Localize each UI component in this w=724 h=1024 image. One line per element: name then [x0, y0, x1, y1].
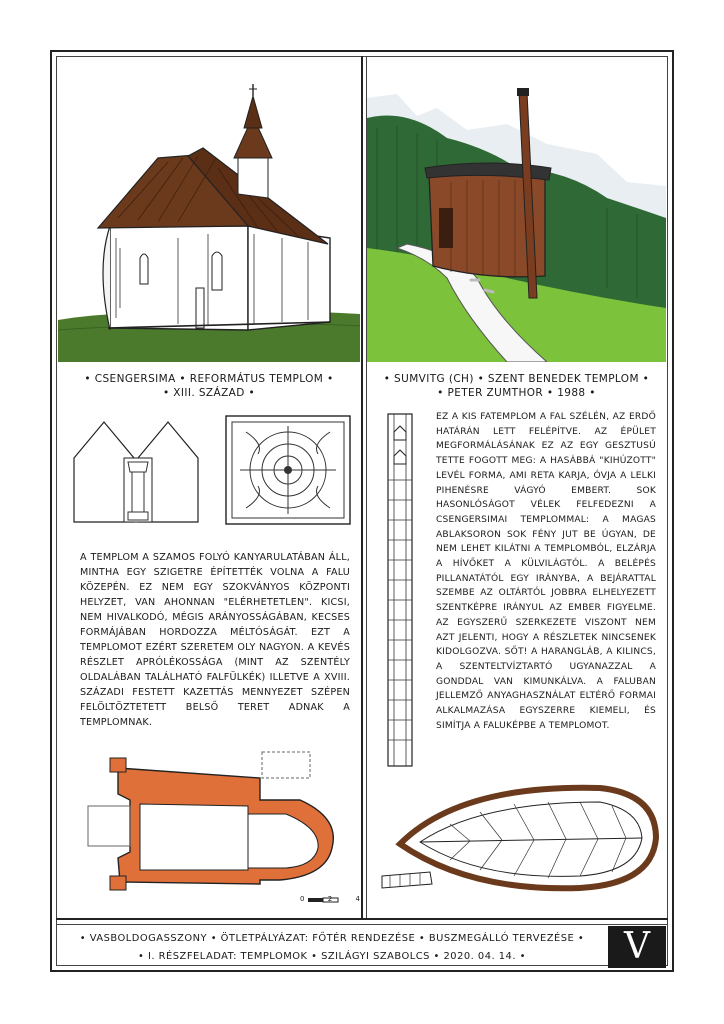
church-section-sketch	[68, 412, 208, 528]
left-caption-line2: • XIII. SZÁZAD •	[162, 387, 256, 399]
footer-divider-inner	[56, 924, 668, 925]
scale-label-0: 0	[300, 895, 305, 903]
csengersima-church-illustration	[58, 58, 360, 362]
sumvitg-description: EZ A KIS FATEMPLOM A FAL SZÉLÉN, AZ ERDŐ HATÁRÁN LETT FELÉPÍTVE. AZ ÉPÜLET MEGFORMÁLÁSÁNAK EZ AZ EGY GESZTUSÚ TETTE FOGOTT MEG: A HASÁBBÁ "KIHÚZOTT" LEVÉL FORMA, AMI RETA KARJA, ÓVJA A LELKI PIHENÉSRE VÁGYÓ EMBERT. SOK HASONLÓSÁGOT VÉLEK FELFEDEZNI A CSENGERSIMAI TEMPLOMMAL: A MAGAS ABLAKSORON SOK FÉNY JUT BE ÚGYAN, DE NEM LEHET KILÁTNI A TEMPLOMBÓL, ELZÁRJA A HÍVŐKET A KÜLVILÁGTÓL. A BELÉPÉS PILLANATÁTÓL EGY IRÁNYBA, A BEJÁRATTAL SZEMBE AZ OLTÁRTÓL JOBBRA ELHELYEZETT SZENTKÉPRE IRÁNYUL AZ EMBER FIGYELME. AZ EGYSZERŰ SZERKEZETE VISZONT NEM AZT JELENTI, HOGY A RÉSZLETEK NINCSENEK KIDOLGOZVA. SŐT! A HARANGLÁB, A KILINCS, A SZENTELTVÍZTARTÓ UGYANAZZAL A GONDDAL VAN KIMUNKÁLVA. A FALUBAN JELLEMZŐ ANYAGHASZNÁLAT ELTÉRŐ FORMAI ALKALMAZÁSA EGYSZERRE KIEMELI, ÉS SIMÍTJA A FALUKÉPBE A TEMPLOMOT.	[436, 412, 656, 731]
scale-label-2: 2	[327, 895, 333, 903]
right-caption-line1: • SUMVITG (CH) • SZENT BENEDEK TEMPLOM •	[383, 373, 650, 385]
painted-ceiling-sketch	[224, 414, 352, 526]
scale-label-4: 4	[355, 895, 360, 903]
scale-labels	[300, 895, 360, 903]
csengersima-description: A TEMPLOM A SZAMOS FOLYÓ KANYARULATÁBAN ÁLL, MINTHA EGY SZIGETRE ÉPÍTETTÉK VOLNA A FALU KÖZEPÉN. EZ NEM EGY SZOKVÁNYOS KÖZPONTI HELYZET, VAN AHONNAN "ELÉRHETETLEN". KICSI, NEM HIVALKODÓ, MÉGIS ARÁNYOSSÁGÁBAN, KECSES FORMÁJÁBAN HORDOZZA MÉLTÓSÁGÁT. EZT A TEMPLOMOT EZÉRT SZERETEM OLY NAGYON. A KEVÉS RÉSZLET APRÓLÉKOSSÁGA (MINT AZ SZENTÉLY OLDALÁBAN TALÁLHATÓ FALFÜLKÉK) ILLETVE A XVIII. SZÁZADI FESTETT KAZETTÁS MENNYEZET SZÉPEN FELÖLTÖZTETETT BELSŐ TERET ADNAK A TEMPLOMNAK.	[80, 552, 350, 728]
left-caption-line1: • CSENGERSIMA • REFORMÁTUS TEMPLOM •	[84, 373, 334, 385]
csengersima-floor-plan	[80, 748, 360, 908]
right-caption-line2: • PETER ZUMTHOR • 1988 •	[437, 387, 596, 399]
bell-tower-elevation	[380, 410, 420, 770]
sheet-number-badge: V	[608, 926, 666, 968]
footer-line1: • VASBOLDOGASSZONY • ÖTLETPÁLYÁZAT: FŐTÉR RENDEZÉSE • BUSZMEGÁLLÓ TERVEZÉSE •	[79, 933, 585, 944]
footer-line2: • I. RÉSZFELADAT: TEMPLOMOK • SZILÁGYI SZABOLCS • 2020. 04. 14. •	[138, 951, 526, 962]
footer-divider	[56, 918, 668, 920]
column-divider	[361, 56, 363, 918]
sumvitg-chapel-illustration	[367, 58, 666, 362]
sumvitg-leaf-plan	[380, 780, 664, 900]
